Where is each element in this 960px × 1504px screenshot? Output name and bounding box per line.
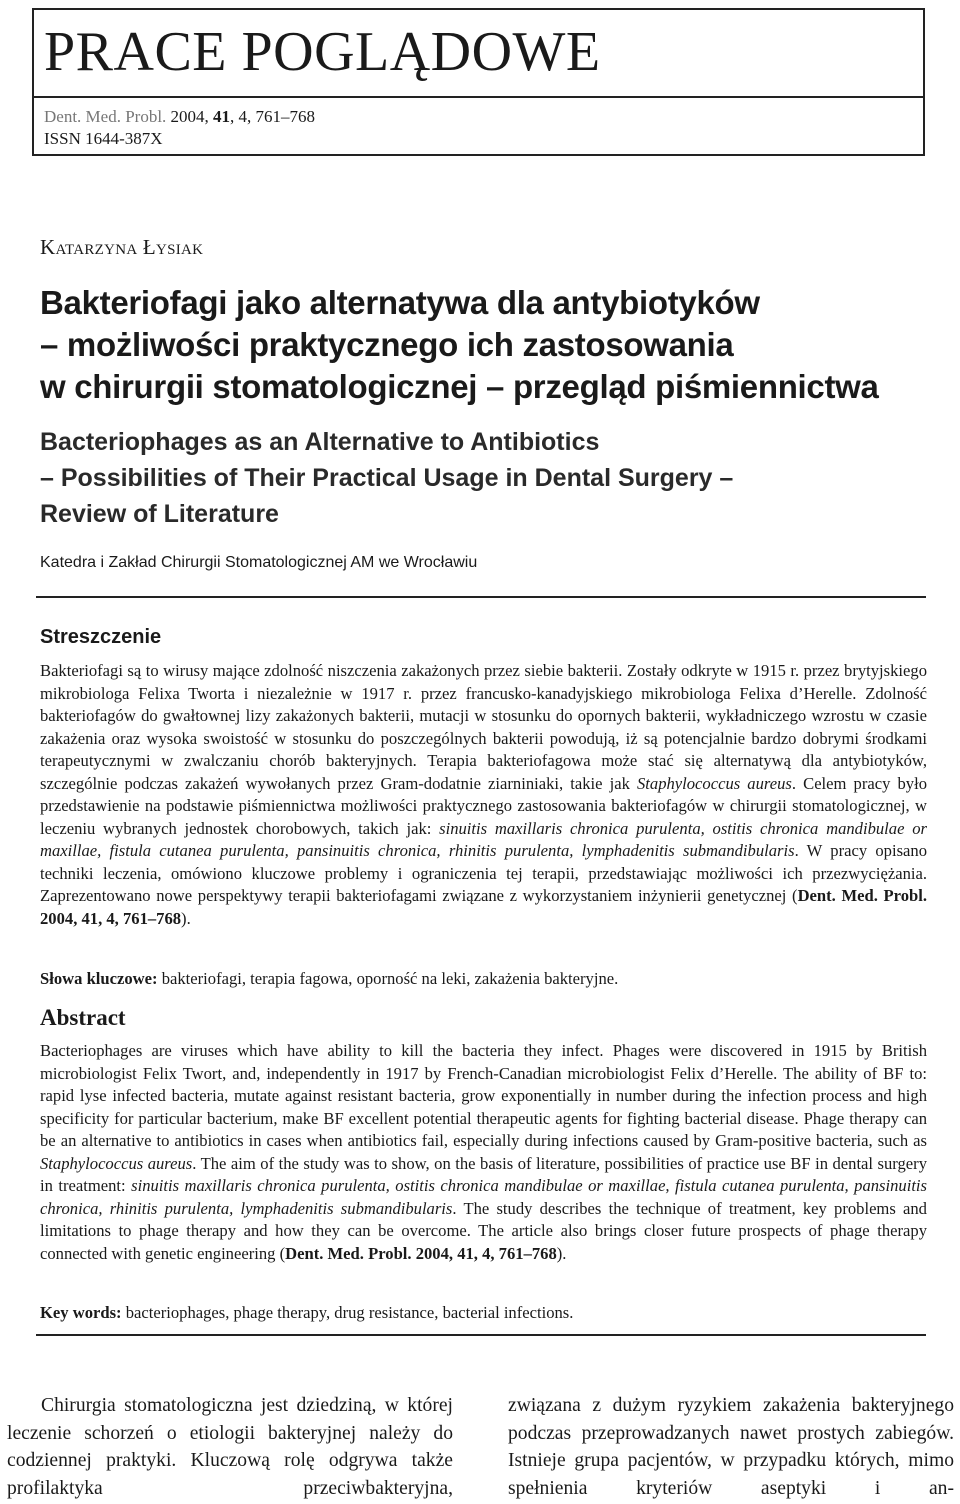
journal-issue-pages: , 4, 761–768 bbox=[230, 107, 316, 126]
top-rule bbox=[36, 596, 926, 598]
keywords-polish: Słowa kluczowe: bakteriofagi, terapia fagowa, oporność na leki, zakażenia bakteryjne. bbox=[40, 969, 619, 988]
species-name: Staphylococcus aureus bbox=[40, 1153, 193, 1173]
article-title-polish: Bakteriofagi jako alternatywa dla antybiotyków – możliwości praktycznego ich zastosowania w chirurgii stomatologicznej – przegląd piśmiennictwa bbox=[40, 284, 879, 405]
body-column-left: Chirurgia stomatologiczna jest dziedziną, w której leczenie schorzeń o etiologii bakteryjnej należy do codziennej praktyki. Kluczową rolę odgrywa także profilaktyka przeciwbakteryjna, bbox=[7, 1395, 453, 1499]
journal-info bbox=[44, 106, 315, 150]
abstract-text: Bacteriophages are viruses which have ability to kill the bacteria they infect. Phages were discovered in 1915 by British microbiologist Felix Twort, and, independently in 1917 by French-Canadian microbiologist Felix d’Herelle. The ability of BF to: rapid lyse infected bacteria, mutate against resistant bacteria, grow exponentially in number during the infection process and high specificity for particular bacterium, make BF excellent potential therapeutic agents for fighting bacterial disease. Phage therapy can be an alternative to antibiotics in cases when antibiotics fail, especially during infections caused by Gram-positive bacteria, such as Staphylococcus aureus. The aim of the study was to show, on the basis of literature, possibilities of practice use BF in dental surgery in treatment: sinuitis maxillaris chronica purulenta, ostitis chronica mandibulae or maxillae, fistula cutanea purulenta, pansinuitis chronica, rhinitis purulenta, lymphadenitis submandibularis. The study describes the technique of treatment, key problems and limitations to phage therapy and how they can be overcome. The article also brings closer future prospects of phage therapy connected with genetic engineering (Dent. Med. Probl. 2004, 41, 4, 761–768). bbox=[40, 1041, 927, 1263]
citation: Dent. Med. Probl. 2004, 41, 4, 761–768 bbox=[285, 1243, 557, 1263]
issn: ISSN 1644-387X bbox=[44, 129, 163, 148]
citation: Dent. Med. Probl. 2004, 41, 4, 761–768 bbox=[40, 886, 927, 928]
keywords-english: Key words: bacteriophages, phage therapy, drug resistance, bacterial infections. bbox=[40, 1303, 574, 1322]
journal-year: 2004, bbox=[170, 107, 209, 126]
section-header-box bbox=[32, 8, 925, 156]
streszczenie-text: Bakteriofagi są to wirusy mające zdolność niszczenia zakażonych przez siebie bakterii. Zostały odkryte w 1915 r. przez brytyjskiego mikrobiologa Felixa Tworta i niezależnie w 1917 r. przez francusko-kanadyjskiego mikrobiologa Felixa d’Herelle. Zdolność bakteriofagów do gwałtownej lizy zakażonych bakterii, mutacji w stosunku do opornych bakterii, wykładniczego wzrostu w czasie zakażenia oraz wysoka swoistość w stosunku do poszczególnych bakterii powodują, iż są potencjalnie bardzo dobrymi środkami terapeutycznymi w zwalczaniu chorób bakteryjnych. Terapia bakteriofagowa może stać się alternatywą dla antybiotyków, szczególnie podczas zakażeń wywołanych przez Gram-dodatnie ziarniniaki, takie jak Staphylococcus aureus. Celem pracy było przedstawienie na podstawie piśmiennictwa możliwości praktycznego zastosowania bakteriofagów w chirurgii stomatologicznej, w leczeniu wybranych jednostek chorobowych, takich jak: sinuitis maxillaris chronica purulenta, ostitis chronica mandibulae or maxillae, fistula cutanea purulenta, pansinuitis chronica, rhinitis purulenta, lymphadenitis submandibularis. W pracy opisano techniki leczenia, omówiono kluczowe problemy i ograniczenia tej terapii, przedstawiając możliwości ich przezwyciężania. Zaprezentowano nowe perspektywy terapii bakteriofagami związane z wykorzystaniem inżynierii genetycznej (Dent. Med. Probl. 2004, 41, 4, 761–768). bbox=[40, 661, 928, 928]
article-title-english: Bacteriophages as an Alternative to Antibiotics – Possibilities of Their Practical Usage in Dental Surgery – Review of Literature bbox=[40, 428, 734, 528]
disease-list: sinuitis maxillaris chronica purulenta, ostitis chronica mandibulae or maxillae, fistula cutanea purulenta, pansinuitis chronica, rhinitis purulenta, lymphadenitis submandibularis bbox=[40, 1176, 927, 1218]
body-column-right: związana z dużym ryzykiem zakażenia bakteryjnego podczas przeprowadzanych nawet prostych zabiegów. Istnieje grupa pacjentów, w przypadku których, mimo spełnienia kryteriów aseptyki i an- bbox=[508, 1395, 954, 1499]
header-divider bbox=[34, 96, 923, 98]
disease-list: sinuitis maxillaris chronica purulenta, ostitis chronica mandibulae or maxillae, fistula cutanea purulenta, pansinuitis chronica, rhinitis purulenta, lymphadenitis submandibularis bbox=[40, 818, 927, 860]
affiliation: Katedra i Zakład Chirurgii Stomatologicznej AM we Wrocławiu bbox=[40, 554, 478, 571]
author-name: KATARZYNA ŁYSIAK bbox=[40, 235, 204, 259]
journal-volume: 41 bbox=[213, 107, 231, 126]
section-title: PRACE POGLĄDOWE bbox=[44, 21, 601, 83]
species-name: Staphylococcus aureus bbox=[636, 773, 792, 793]
abstract-heading: Abstract bbox=[40, 1005, 126, 1030]
streszczenie-heading: Streszczenie bbox=[40, 626, 162, 648]
bottom-rule bbox=[36, 1334, 926, 1336]
journal-prefix: Dent. Med. Probl. bbox=[44, 107, 167, 126]
